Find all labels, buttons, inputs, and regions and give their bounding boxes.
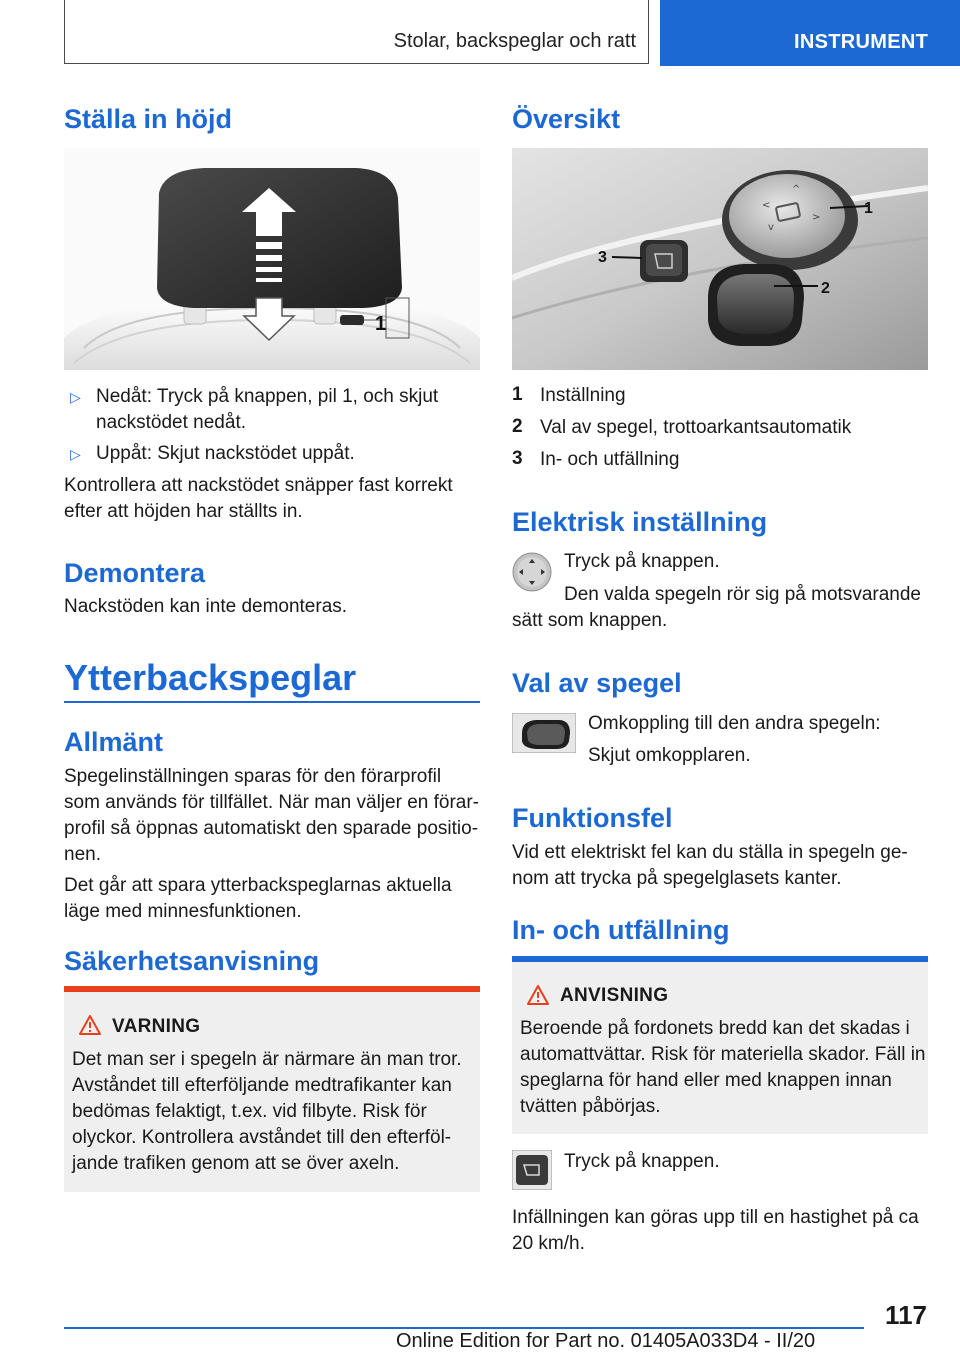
svg-text:^: ^ [792,184,801,195]
notice-bar [512,956,928,962]
legend-num-1: 1 [512,384,523,405]
heading-exterior-mirrors: Ytterbackspeglar [64,657,357,698]
heading-electric-adjust: Elektrisk inställning [512,507,768,537]
mirror-select-switch-icon [512,713,576,753]
legend-num-2: 2 [512,416,523,437]
legend-num-3: 3 [512,448,523,469]
legend-text-1: Inställning [540,385,626,406]
notice-line-4: tvätten påbörjas. [520,1096,661,1117]
heading-safety: Säkerhetsanvisning [64,946,320,976]
heading-fold: In- och utfällning [512,915,730,945]
notice-line-1: Beroende på fordonets bredd kan det skadas i [520,1018,910,1039]
legend-text-2: Val av spegel, trottoarkantsautomatik [540,417,852,438]
heading-malfunction: Funktionsfel [512,803,673,833]
fold-button-icon [512,1150,552,1190]
svg-text:<: < [762,200,771,211]
bullet-marker: ▷ [70,446,81,462]
headrest-image [64,148,480,370]
bullet-down-line2: nackstödet nedåt. [96,412,246,433]
bullet-up: Uppåt: Skjut nackstödet uppåt. [96,443,355,464]
mirror-controls-image [512,148,928,370]
warning-box [64,986,480,1192]
warning-line-1: Det man ser i spegeln är närmare än man tror. [72,1049,462,1070]
general-text-2: som används för tillfället. När man väljer en förar- [64,792,479,813]
bullet-down-line1: Nedåt: Tryck på knappen, pil 1, och skjut [96,386,439,407]
header-chapter-label: INSTRUMENT [794,31,929,53]
notice-title: ANVISNING [560,985,669,1006]
notice-line-2: automattvättar. Risk för materiella skador. Fäll in [520,1044,926,1065]
heading-overview: Översikt [512,104,621,134]
general-text-4: nen. [64,844,101,865]
warning-line-3: bedömas felaktigt, t.ex. vid filbyte. Risk för [72,1101,427,1122]
general-text-1: Spegelinställningen sparas för den förarprofil [64,766,442,787]
bullet-marker: ▷ [70,389,81,405]
electric-text-3: sätt som knappen. [512,610,668,631]
warning-title: VARNING [112,1016,201,1037]
overview-callout-2: 2 [821,280,830,297]
overview-callout-3: 3 [598,249,607,266]
notice-box [512,956,928,1134]
warning-line-4: olyckor. Kontrollera avståndet till den efterföl- [72,1127,452,1148]
fold-press-text: Tryck på knappen. [564,1151,720,1172]
warning-triangle-icon [78,1014,102,1036]
fold-text-1: Infällningen kan göras upp till en hastighet på ca [512,1207,919,1228]
overview-callout-1: 1 [864,200,873,217]
page-number: 117 [885,1300,927,1330]
heading-remove: Demontera [64,558,206,588]
electric-text-2: Den valda spegeln rör sig på motsvarande [564,584,921,605]
section-divider [64,701,480,703]
fault-text-2: nom att trycka på spegelglasets kanter. [512,868,842,889]
check-text-line1: Kontrollera att nackstödet snäpper fast korrekt [64,475,453,496]
remove-text: Nackstöden kan inte demonteras. [64,596,348,617]
general-text-3: profil så öppnas automatiskt den sparade positio- [64,818,479,839]
headrest-callout-1: 1 [375,313,387,335]
general-text-5: Det går att spara ytterbackspeglarnas aktuella [64,875,452,896]
select-text-1: Omkoppling till den andra spegeln: [588,713,881,734]
warning-line-2: Avståndet till efterföljande medtrafikanter kan [72,1075,452,1096]
check-text-line2: efter att höjden har ställts in. [64,501,303,522]
general-text-6: läge med minnesfunktionen. [64,901,302,922]
header-chapter-tab[interactable] [660,0,960,66]
footer-edition: Online Edition for Part no. 01405A033D4 - II/20 [396,1330,816,1352]
svg-text:v: v [768,222,774,233]
electric-text-1: Tryck på knappen. [564,551,720,572]
notice-line-3: speglarna för hand eller med knappen innan [520,1070,892,1091]
notice-triangle-icon [526,984,550,1006]
heading-general: Allmänt [64,727,164,757]
heading-mirror-select: Val av spegel [512,668,682,698]
mirror-adjust-button-icon [512,552,552,592]
header-section-box [64,0,649,64]
legend-text-3: In- och utfällning [540,449,680,470]
svg-text:>: > [812,212,821,223]
warning-bar [64,986,480,992]
heading-set-height: Ställa in höjd [64,104,233,134]
fold-text-2: 20 km/h. [512,1233,585,1254]
header-section-title: Stolar, backspeglar och ratt [393,30,636,52]
select-text-2: Skjut omkopplaren. [588,745,751,766]
warning-line-5: jande trafiken genom att se över axeln. [72,1153,400,1174]
fault-text-1: Vid ett elektriskt fel kan du ställa in spegeln ge- [512,842,908,863]
footer-divider [64,1327,864,1329]
